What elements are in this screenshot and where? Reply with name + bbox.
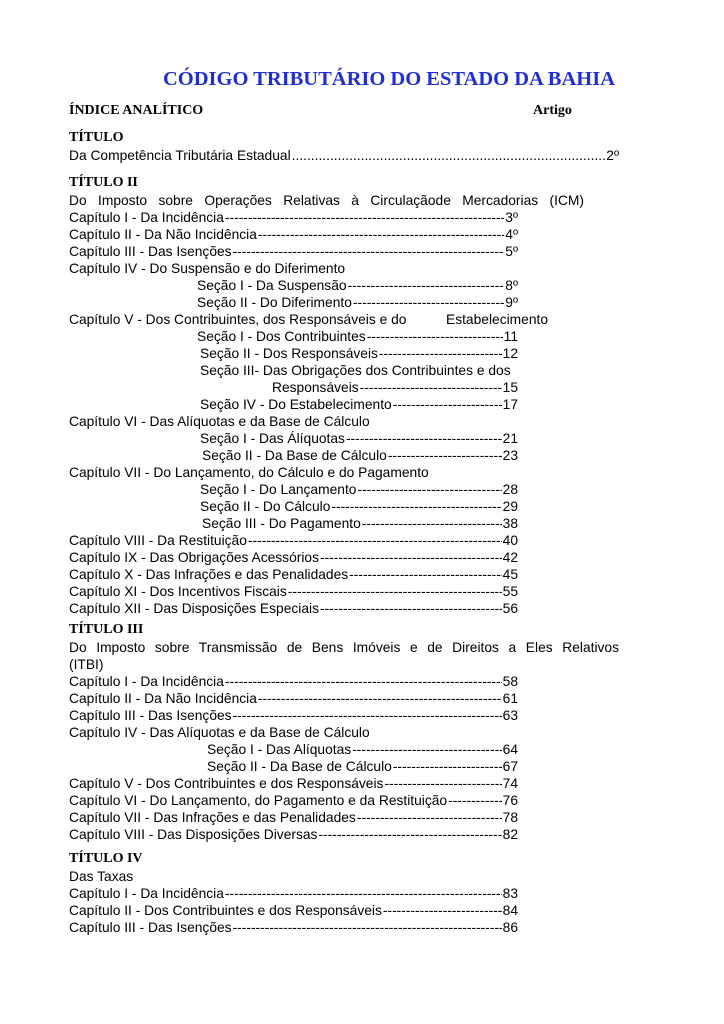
toc-entry xyxy=(69,673,518,690)
toc-entry xyxy=(69,826,518,843)
toc-entry xyxy=(202,515,518,532)
toc-entry-page: 84 xyxy=(502,903,518,918)
toc-entry-page: 2º xyxy=(606,148,619,163)
toc-entry xyxy=(69,226,518,243)
toc-leader xyxy=(258,226,504,243)
toc-leader xyxy=(353,294,504,311)
toc-leader xyxy=(225,673,502,690)
toc-leader xyxy=(225,209,504,226)
toc-entry xyxy=(207,758,518,775)
toc-entry-page: 61 xyxy=(502,691,518,706)
toc-entry-page: 12 xyxy=(502,346,518,361)
toc-entry-label: Seção II - Da Base de Cálculo xyxy=(202,448,387,463)
titulo-3-subtitle-continued: (ITBI) xyxy=(69,657,104,672)
toc-entry xyxy=(197,277,518,294)
toc-leader xyxy=(320,549,502,566)
toc-entry-page: 76 xyxy=(502,793,518,808)
toc-entry-label: Capítulo V - Dos Contribuintes e dos Responsáveis xyxy=(69,776,384,791)
toc-entry-page: 8º xyxy=(505,278,518,293)
toc-entry-label: Capítulo VIII - Das Disposições Diversas xyxy=(69,827,318,842)
toc-entry xyxy=(69,243,518,260)
toc-entry-label: Seção I - Dos Contribuintes xyxy=(197,329,366,344)
toc-entry-label: Capítulo III - Das Isenções xyxy=(69,708,232,723)
toc-entry-label: Capítulo VIII - Da Restituição xyxy=(69,533,247,548)
document-title: CÓDIGO TRIBUTÁRIO DO ESTADO DA BAHIA xyxy=(162,68,616,90)
toc-entry-label: Capítulo II - Da Não Incidência xyxy=(69,227,257,242)
toc-entry-page: 56 xyxy=(502,601,518,616)
toc-entry xyxy=(272,379,518,396)
toc-leader xyxy=(352,741,501,758)
toc-entry xyxy=(69,566,518,583)
toc-entry-label: Capítulo III - Das Isenções xyxy=(69,920,232,935)
toc-entry-page: 42 xyxy=(502,550,518,565)
toc-leader xyxy=(357,809,502,826)
toc-entry-page: 45 xyxy=(502,567,518,582)
toc-entry-label: Capítulo IX - Das Obrigações Acessórios xyxy=(69,550,319,565)
toc-leader xyxy=(233,243,505,260)
toc-entry xyxy=(69,532,518,549)
toc-entry xyxy=(200,345,518,362)
toc-entry xyxy=(69,792,518,809)
toc-entry-label: Seção II - Do Cálculo xyxy=(200,499,331,514)
toc-entry-page: 82 xyxy=(502,827,518,842)
toc-leader xyxy=(292,147,606,164)
toc-entry-label: Capítulo X - Das Infrações e das Penalidades xyxy=(69,567,349,582)
toc-chapter-heading: Capítulo IV - Do Suspensão e do Diferimento xyxy=(69,261,346,276)
toc-leader xyxy=(357,481,501,498)
toc-chapter-heading: Capítulo VI - Das Alíquotas e da Base de Cálculo xyxy=(69,414,370,429)
toc-leader xyxy=(258,690,502,707)
toc-entry-label: Seção I - Das Alíquotas xyxy=(207,742,352,757)
toc-chapter-label: Capítulo V - Dos Contribuintes, dos Responsáveis e do xyxy=(69,312,407,327)
toc-entry-label: Capítulo I - Da Incidência xyxy=(69,674,224,689)
toc-entry-label: Seção I - Das Álíquotas xyxy=(200,431,345,446)
toc-entry-label: Capítulo XII - Das Disposições Especiais xyxy=(69,601,319,616)
artigo-column-heading: Artigo xyxy=(533,103,572,118)
toc-leader xyxy=(362,515,502,532)
toc-entry-page: 63 xyxy=(502,708,518,723)
toc-leader xyxy=(318,826,501,843)
toc-entry-label: Seção I - Do Lançamento xyxy=(200,482,357,497)
toc-entry-label: Seção III - Do Pagamento xyxy=(202,516,361,531)
toc-leader xyxy=(393,758,502,775)
titulo-2-heading: TÍTULO II xyxy=(69,175,138,190)
toc-leader xyxy=(384,775,501,792)
toc-entry xyxy=(69,885,518,902)
toc-leader xyxy=(349,566,501,583)
toc-entry xyxy=(69,583,518,600)
toc-section-heading: Seção III- Das Obrigações dos Contribuintes e dos xyxy=(200,363,511,378)
toc-chapter-label-continued: Estabelecimento xyxy=(446,312,549,327)
toc-entry xyxy=(69,902,518,919)
toc-entry xyxy=(69,690,518,707)
toc-entry xyxy=(197,328,518,345)
toc-entry-page: 58 xyxy=(502,674,518,689)
toc-entry xyxy=(69,775,518,792)
toc-leader xyxy=(448,792,502,809)
toc-leader xyxy=(388,447,502,464)
toc-entry-page: 28 xyxy=(502,482,518,497)
titulo-4-subtitle: Das Taxas xyxy=(69,869,134,884)
toc-leader xyxy=(233,919,502,936)
toc-entry-page: 11 xyxy=(503,329,518,344)
toc-chapter-heading xyxy=(69,311,406,328)
toc-entry-page: 40 xyxy=(502,533,518,548)
toc-leader xyxy=(393,396,502,413)
toc-leader xyxy=(379,345,502,362)
toc-entry-label: Capítulo XI - Dos Incentivos Fiscais xyxy=(69,584,287,599)
toc-entry xyxy=(207,741,518,758)
toc-entry-page: 78 xyxy=(502,810,518,825)
toc-entry xyxy=(69,549,518,566)
toc-entry-page: 21 xyxy=(502,431,518,446)
titulo-4-heading: TÍTULO IV xyxy=(69,851,143,866)
toc-entry-label: Seção II - Dos Responsáveis xyxy=(200,346,378,361)
titulo-3-subtitle: Do Imposto sobre Transmissão de Bens Imóveis e de Direitos a Eles Relativos xyxy=(69,640,619,655)
toc-entry-label: Capítulo II - Dos Contribuintes e dos Responsáveis xyxy=(69,903,382,918)
toc-leader xyxy=(346,430,502,447)
toc-entry-label: Capítulo I - Da Incidência xyxy=(69,210,224,225)
toc-entry-label: Responsáveis xyxy=(272,380,359,395)
toc-entry xyxy=(69,600,518,617)
toc-entry-page: 17 xyxy=(502,397,518,412)
toc-entry xyxy=(200,396,518,413)
toc-entry-label: Capítulo I - Da Incidência xyxy=(69,886,224,901)
toc-entry xyxy=(69,707,518,724)
toc-entry xyxy=(200,498,518,515)
toc-leader xyxy=(331,498,501,515)
toc-entry-page: 29 xyxy=(502,499,518,514)
toc-chapter-heading: Capítulo VII - Do Lançamento, do Cálculo e do Pagamento xyxy=(69,465,429,480)
toc-leader xyxy=(233,707,502,724)
toc-entry-label: Seção II - Do Diferimento xyxy=(197,295,352,310)
toc-entry xyxy=(69,919,518,936)
titulo-3-heading: TÍTULO III xyxy=(69,622,144,637)
toc-entry-label: Seção II - Da Base de Cálculo xyxy=(207,759,392,774)
toc-leader xyxy=(225,885,502,902)
toc-entry-page: 55 xyxy=(502,584,518,599)
toc-leader xyxy=(383,902,502,919)
toc-entry-label: Seção I - Da Suspensão xyxy=(197,278,347,293)
toc-entry-page: 67 xyxy=(502,759,518,774)
toc-entry xyxy=(200,430,518,447)
toc-leader xyxy=(248,532,502,549)
toc-entry-label: Capítulo VII - Das Infrações e das Penalidades xyxy=(69,810,356,825)
toc-entry xyxy=(69,209,518,226)
toc-entry-page: 3º xyxy=(505,210,518,225)
toc-entry xyxy=(69,809,518,826)
toc-entry-label: Seção IV - Do Estabelecimento xyxy=(200,397,392,412)
toc-leader xyxy=(348,277,505,294)
toc-entry xyxy=(202,447,518,464)
toc-leader xyxy=(360,379,502,396)
toc-entry-page: 15 xyxy=(502,380,518,395)
toc-entry-label: Capítulo III - Das Isenções xyxy=(69,244,232,259)
toc-entry-label: Da Competência Tributária Estadual xyxy=(69,148,291,163)
toc-entry-page: 38 xyxy=(502,516,518,531)
toc-entry xyxy=(197,294,518,311)
titulo-2-subtitle: Do Imposto sobre Operações Relativas à Circulaçãode Mercadorias (ICM) xyxy=(69,193,584,208)
toc-entry-page: 74 xyxy=(502,776,518,791)
toc-entry-page: 4º xyxy=(505,227,518,242)
toc-entry xyxy=(69,147,619,164)
toc-entry xyxy=(200,481,518,498)
toc-entry-page: 86 xyxy=(502,920,518,935)
toc-entry-page: 9º xyxy=(505,295,518,310)
toc-leader xyxy=(288,583,502,600)
toc-leader xyxy=(320,600,502,617)
toc-entry-label: Capítulo VI - Do Lançamento, do Pagamento e da Restituição xyxy=(69,793,448,808)
toc-leader xyxy=(367,328,503,345)
toc-entry-page: 64 xyxy=(502,742,518,757)
toc-entry-page: 23 xyxy=(502,448,518,463)
index-heading: ÍNDICE ANALÍTICO xyxy=(69,103,204,118)
toc-chapter-heading: Capítulo IV - Das Alíquotas e da Base de Cálculo xyxy=(69,725,370,740)
toc-entry-label: Capítulo II - Da Não Incidência xyxy=(69,691,257,706)
titulo-1-heading: TÍTULO xyxy=(69,130,124,145)
toc-entry-page: 83 xyxy=(502,886,518,901)
toc-entry-page: 5º xyxy=(505,244,518,259)
